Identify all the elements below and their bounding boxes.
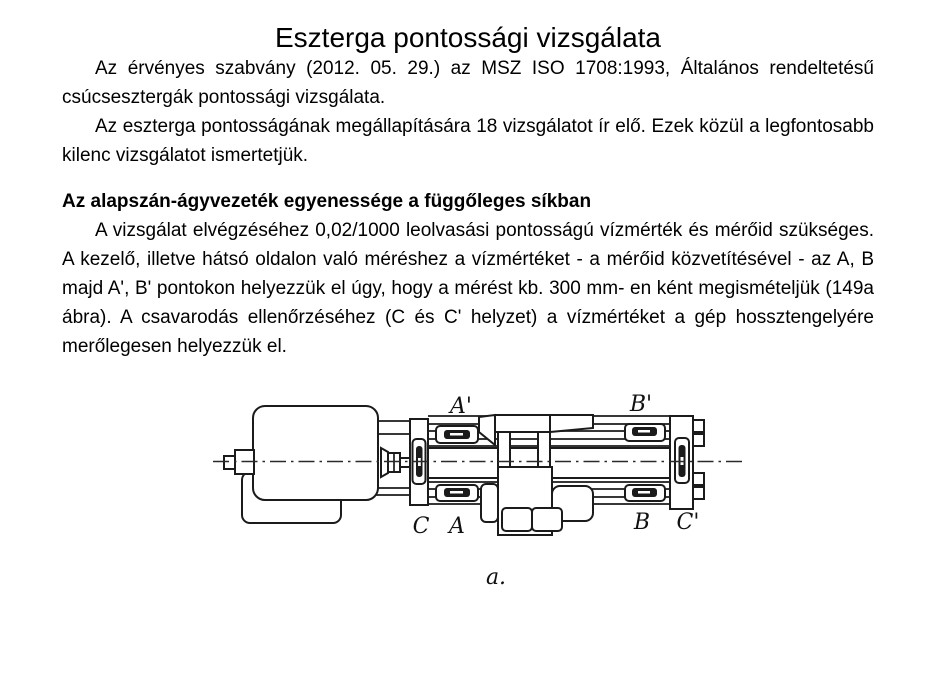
apron-handwheel-right	[532, 508, 562, 531]
lathe-figure	[210, 380, 874, 602]
level-block-a-prime	[436, 426, 478, 443]
apron-handwheel-left	[502, 508, 532, 531]
tailstock-station-c-prime	[670, 416, 704, 509]
label-c: C	[412, 514, 430, 539]
paragraph-standard: Az érvényes szabvány (2012. 05. 29.) az MSZ ISO 1708:1993, Általános rendeltetésű csúcsesztergák pontossági vizsgálata.	[62, 58, 874, 108]
headstock-body	[253, 406, 378, 500]
level-block-b-prime	[625, 424, 665, 441]
label-c-prime: C'	[676, 510, 700, 535]
label-b: B	[633, 510, 651, 535]
paragraph-procedure: A vizsgálat elvégzéséhez 0,02/1000 leolvasási pontosságú vízmérték és mérőid szükséges. A kezelő, illetve hátsó oldalon való méréshez a vízmértéket - a mérőid közvetítésével - az A, B majd A', B' pontokon helyezzük el úgy, hogy a mérést kb. 300 mm- en ként megismételjük (149a ábra). A csavarodás ellenőrzéséhez (C és C' helyzet) a vízmértéket a gép hossztengelyére merőlegesen helyezzük el.	[62, 220, 874, 357]
lathe-diagram	[210, 380, 770, 597]
headstock	[224, 406, 378, 523]
section-heading: Az alapszán-ágyvezeték egyenessége a függőleges síkban	[62, 191, 592, 212]
figure-caption: a.	[485, 565, 507, 590]
spindle-nose	[381, 448, 410, 477]
paragraph-test-count: Az eszterga pontosságának megállapítására 18 vizsgálatot ír elő. Ezek közül a legfontosabb kilenc vizsgálatot ismertetjük.	[62, 116, 874, 166]
page-title: Eszterga pontossági vizsgálata	[275, 22, 661, 53]
level-block-b	[625, 485, 665, 501]
level-block-a	[436, 485, 478, 501]
label-a: A	[449, 514, 465, 539]
label-a-prime: A'	[450, 394, 472, 419]
label-b-prime: B'	[629, 392, 653, 417]
